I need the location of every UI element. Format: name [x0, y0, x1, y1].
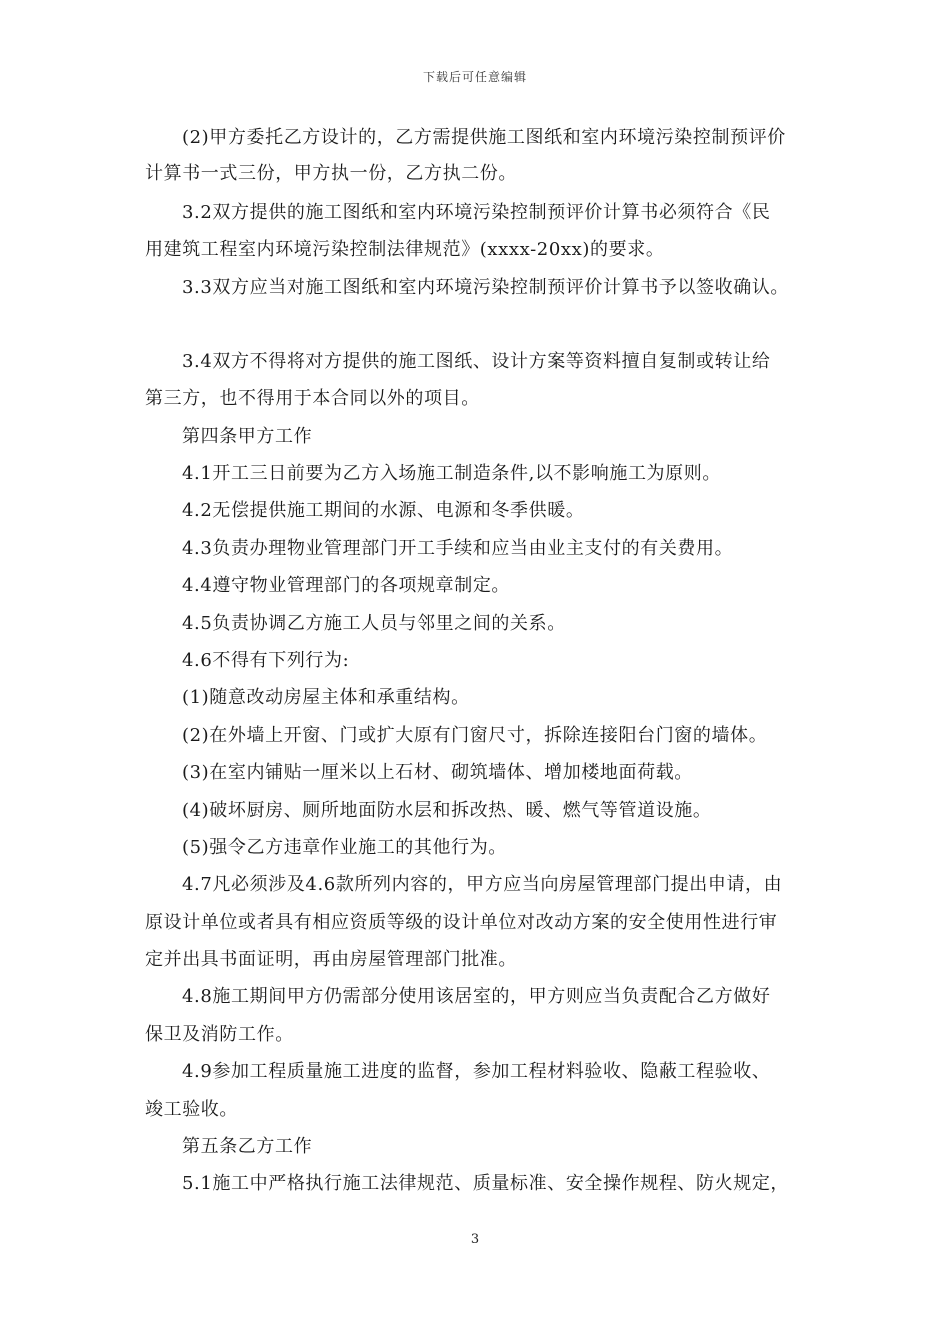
paragraph-line: 4.4遵守物业管理部门的各项规章制定。 [182, 575, 511, 596]
paragraph-line: 定并出具书面证明，再由房屋管理部门批准。 [145, 949, 517, 970]
paragraph-line: 3.3双方应当对施工图纸和室内环境污染控制预评价计算书予以签收确认。 [182, 277, 790, 298]
paragraph-line: 4.7凡必须涉及4.6款所列内容的，甲方应当向房屋管理部门提出申请，由 [182, 874, 783, 895]
paragraph-line: (4)破坏厨房、厕所地面防水层和拆改热、暖、燃气等管道设施。 [182, 800, 712, 821]
paragraph-line: 竣工验收。 [145, 1099, 238, 1120]
paragraph-line: (3)在室内铺贴一厘米以上石材、砌筑墙体、增加楼地面荷载。 [182, 762, 693, 783]
section-heading: 第五条乙方工作 [182, 1136, 313, 1157]
page-number: 3 [470, 1232, 480, 1247]
paragraph-line: (2)在外墙上开窗、门或扩大原有门窗尺寸，拆除连接阳台门窗的墙体。 [182, 725, 768, 746]
paragraph-line: 4.9参加工程质量施工进度的监督，参加工程材料验收、隐蔽工程验收、 [182, 1061, 771, 1082]
paragraph-line: 原设计单位或者具有相应资质等级的设计单位对改动方案的安全使用性进行审 [145, 912, 778, 933]
paragraph-line: (2)甲方委托乙方设计的，乙方需提供施工图纸和室内环境污染控制预评价 [182, 127, 786, 148]
download-note: 下载后可任意编辑 [422, 70, 527, 84]
paragraph-line: 第三方，也不得用于本合同以外的项目。 [145, 388, 480, 409]
paragraph-line: (5)强令乙方违章作业施工的其他行为。 [182, 837, 507, 858]
paragraph-line: 4.2无偿提供施工期间的水源、电源和冬季供暖。 [182, 500, 585, 521]
paragraph-line: 3.2双方提供的施工图纸和室内环境污染控制预评价计算书必须符合《民 [182, 202, 771, 223]
paragraph-line: 3.4双方不得将对方提供的施工图纸、设计方案等资料擅自复制或转让给 [182, 351, 771, 372]
section-heading: 第四条甲方工作 [182, 426, 313, 447]
paragraph-line: 4.5负责协调乙方施工人员与邻里之间的关系。 [182, 613, 566, 634]
paragraph-line: 用建筑工程室内环境污染控制法律规范》(xxxx-20xx)的要求。 [145, 239, 665, 260]
paragraph-line: 计算书一式三份，甲方执一份，乙方执二份。 [145, 163, 517, 184]
paragraph-line: 保卫及消防工作。 [145, 1024, 294, 1045]
paragraph-line: 4.3负责办理物业管理部门开工手续和应当由业主支付的有关费用。 [182, 538, 734, 559]
paragraph-line: 4.6不得有下列行为: [182, 650, 350, 671]
paragraph-line: 4.8施工期间甲方仍需部分使用该居室的，甲方则应当负责配合乙方做好 [182, 986, 771, 1007]
paragraph-line: (1)随意改动房屋主体和承重结构。 [182, 687, 470, 708]
paragraph-line: 4.1开工三日前要为乙方入场施工制造条件,以不影响施工为原则。 [182, 463, 721, 484]
paragraph-line: 5.1施工中严格执行施工法律规范、质量标准、安全操作规程、防火规定， [182, 1173, 790, 1194]
